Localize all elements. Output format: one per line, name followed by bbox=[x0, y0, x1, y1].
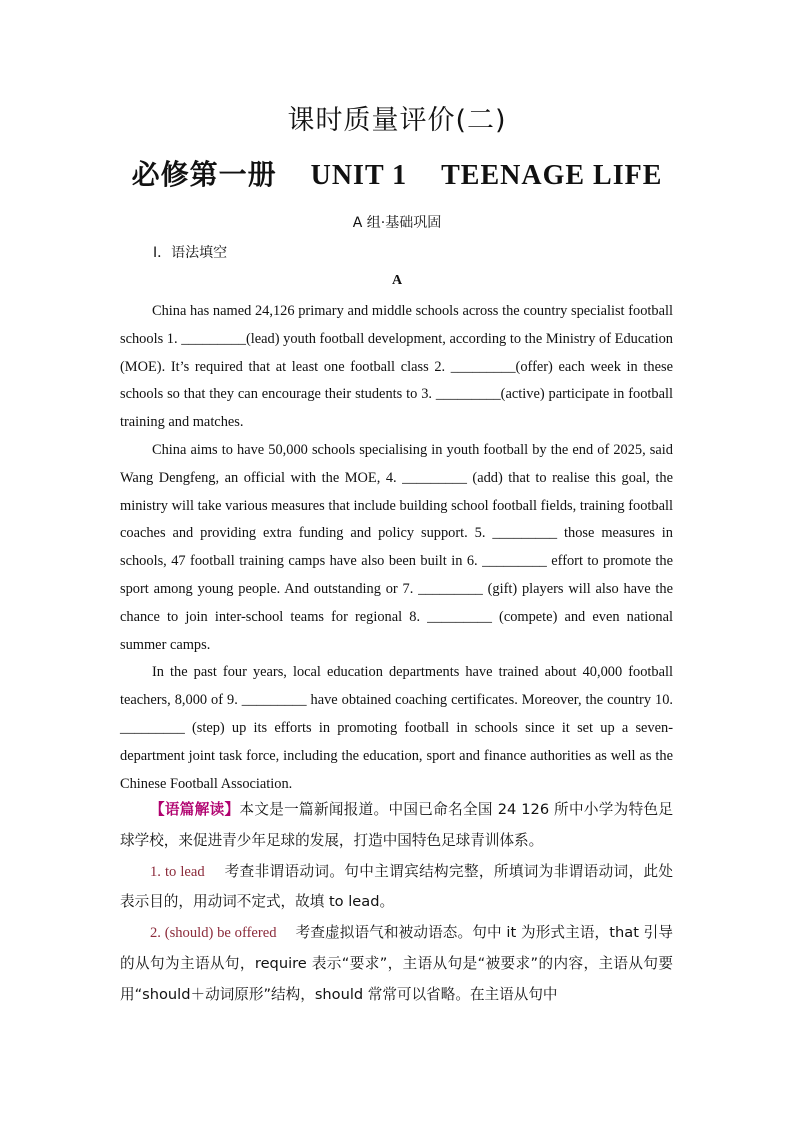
group-label: A 组·基础巩固 bbox=[352, 215, 442, 231]
passage-paragraph-2: China aims to have 50,000 schools specialising in youth football by the end of 2025, said Wang Dengfeng, an official with the MOE, 4. _________ (add) that to realise this goal, the ministry will take various measures that include building school football fields, training football coaches and providing extra funding and policy support. 5. _________ those measures in schools, 47 football training camps have also been built in 6. _________ effort to promote the sport among young people. And outstanding or 7. _________ (gift) players will also have the chance to join inter-school teams for regional 8. _________ (compete) and even national summer camps. bbox=[120, 441, 673, 653]
explanation-1: 考查非谓语动词。句中主谓宾结构完整，所填词为非谓语动词，此处表示目的，用动词不定式，故填 to lead。 bbox=[120, 862, 673, 911]
unit-number: UNIT 1 bbox=[310, 160, 408, 191]
analysis-summary: 本文是一篇新闻报道。中国已命名全国 24 126 所中小学为特色足球学校，来促进青少年足球的发展，打造中国特色足球青训体系。 bbox=[120, 801, 673, 849]
answer-item-1 bbox=[120, 857, 673, 919]
passage-paragraph-3: In the past four years, local education departments have trained about 40,000 football teachers, 8,000 of 9. _________ have obtained coaching certificates. Moreover, the country 10. _________ (step) up its efforts in promoting football in schools since it set up a seven-department joint task force, including the education, sport and finance authorities as well as the Chinese Football Association. bbox=[120, 664, 673, 792]
passage-paragraph-1: China has named 24,126 primary and middle schools across the country specialist football schools 1. _________(lead) youth football development, according to the Ministry of Education (MOE). It’s required that at least one football class 2. _________(offer) each week in these schools so that they can encourage their students to 3. _________(active) participate in football training and matches. bbox=[120, 303, 673, 431]
passage-label: A bbox=[391, 273, 403, 288]
answer-item-2 bbox=[120, 918, 673, 1010]
answer-analysis bbox=[120, 795, 673, 1011]
unit-name: TEENAGE LIFE bbox=[441, 160, 663, 191]
discourse-reading bbox=[120, 795, 673, 857]
page-title: 课时质量评价(二) bbox=[287, 105, 507, 136]
answer-2: 2. (should) be offered bbox=[150, 925, 277, 942]
section-label: Ⅰ．语法填空 bbox=[153, 245, 228, 261]
book-label: 必修第一册 bbox=[131, 160, 277, 191]
passage-text bbox=[120, 298, 673, 798]
unit-title bbox=[0, 153, 794, 193]
answer-1: 1. to lead bbox=[150, 863, 205, 880]
explanation-2: 考查虚拟语气和被动语态。句中 it 为形式主语，that 引导的从句为主语从句，require 表示“要求”，主语从句是“被要求”的内容，主语从句要用“should＋动词原形”结构，should 常常可以省略。在主语从句中 bbox=[120, 924, 673, 1003]
analysis-tag: 【语篇解读】 bbox=[150, 801, 240, 818]
